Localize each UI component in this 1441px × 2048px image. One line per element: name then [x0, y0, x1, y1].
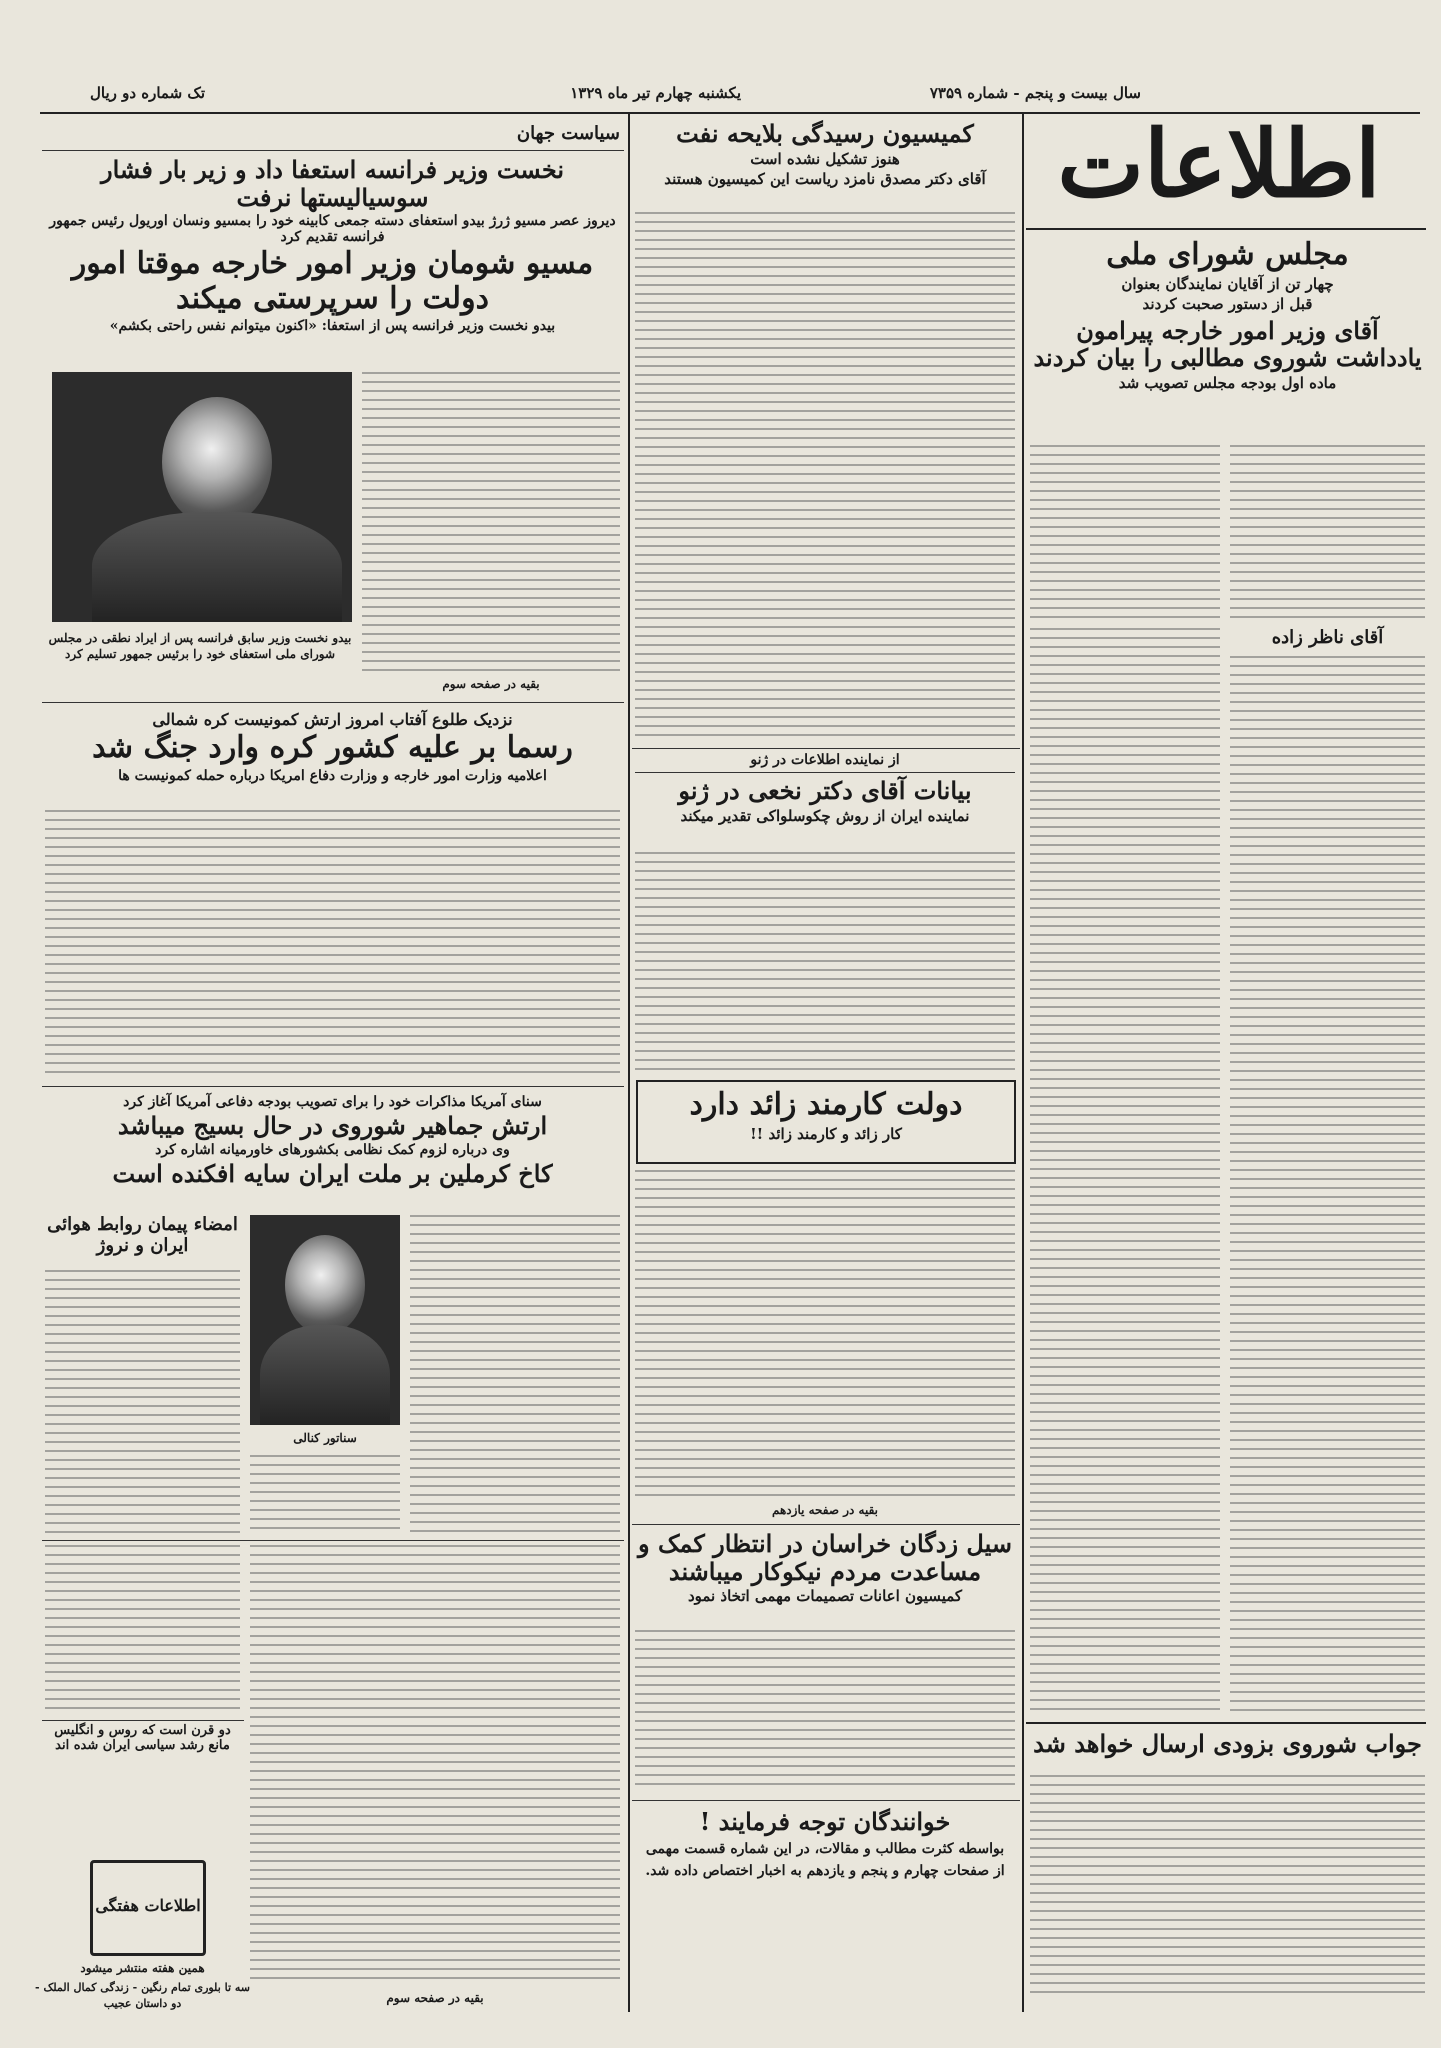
aviation-headline: امضاء پیمان روابط هوائی ایران و نروژ [47, 1214, 238, 1256]
korea-headline: رسما بر علیه کشور کره وارد جنگ شد [92, 730, 573, 765]
parliament-sub1: چهار تن از آقایان نمایندگان بعنوان [1121, 274, 1334, 293]
parliament-body-left [1030, 445, 1220, 620]
weekly-line2: سه تا بلوری تمام رنگین - زندگی کمال الملک - دو داستان عجیب [35, 1981, 250, 2010]
korea-kicker: نزدیک طلوع آفتاب امروز ارتش کمونیست کره شمالی [152, 710, 513, 729]
oil-sub: هنوز تشکیل نشده است [750, 149, 900, 168]
khorasan-article [635, 1530, 1015, 1607]
section-rule [632, 748, 1020, 749]
intl-column-title: سیاست جهان [516, 123, 620, 144]
uk-us-article [45, 1724, 240, 1754]
korea-sub: اعلامیه وزارت امور خارجه و وزارت دفاع امریکا درباره حمله کمونیست ها [118, 767, 547, 784]
connally-photo [250, 1215, 400, 1425]
geneva-rule [635, 772, 1015, 773]
connally-caption: سناتور کنالی [293, 1431, 357, 1445]
senate-body [410, 1215, 620, 1535]
speaker-section [1230, 628, 1425, 649]
geneva-sub: نماینده ایران از روش چکوسلواکی تقدیر میکند [680, 806, 970, 825]
soviet-reply-article [1030, 1730, 1425, 1758]
parliament-deck: ماده اول بودجه مجلس تصویب شد [1118, 373, 1337, 392]
oil-body [635, 212, 1015, 742]
geneva-article [635, 752, 1015, 827]
employees-sub: کار زائد و کارمند زائد !! [750, 1124, 902, 1143]
parliament-kicker: مجلس شورای ملی [1106, 237, 1349, 272]
parliament-body-left-2 [1030, 628, 1220, 1716]
khorasan-body [635, 1630, 1015, 1790]
portrait-body [260, 1325, 390, 1425]
aviation-article [45, 1215, 240, 1256]
readers-body: بواسطه کثرت مطالب و مقالات، در این شماره قسمت مهمی از صفحات چهارم و پنجم و یازدهم به اخبار اختصاص داده شد. [645, 1840, 1005, 1879]
geneva-body [635, 852, 1015, 1072]
masthead-logo: اطلاعات [1057, 110, 1381, 218]
weekly-logo-box [90, 1860, 206, 1956]
readers-headline: خوانندگان توجه فرمایند ! [699, 1807, 951, 1836]
uk-us-headline: دو قرن است که روس و انگلیس مانع رشد سیاسی ایران شده اند [54, 1723, 231, 1753]
parliament-body-right [1230, 445, 1425, 620]
geneva-header: از نماینده اطلاعات در ژنو [750, 752, 900, 768]
bidault-photo [52, 372, 352, 622]
senate-headline2: کاخ کرملین بر ملت ایران سایه افکنده است [112, 1158, 553, 1188]
parliament-article [1030, 238, 1425, 394]
parliament-headline: آقای وزیر امور خارجه پیرامون یادداشت شوروی مطالبی را بیان کردند [1033, 315, 1422, 373]
senate-headline: ارتش جماهیر شوروی در حال بسیج میباشد [117, 1111, 548, 1140]
speaker-heading: آقای ناظر زاده [1271, 627, 1384, 648]
parliament-body-right-2 [1230, 656, 1425, 1716]
geneva-headline: بیانات آقای دکتر نخعی در ژنو [678, 776, 972, 806]
khorasan-sub: کمیسیون اعانات تصمیمات مهمی اتخاذ نمود [687, 1587, 963, 1606]
khorasan-headline: سیل زدگان خراسان در انتظار کمک و مساعدت مردم نیکوکار میباشند [638, 1529, 1012, 1586]
bidault-caption: بیدو نخست وزیر سابق فرانسه پس از ایراد نطقی در مجلس شورای ملی استعفای خود را برئیس جمهور تسلیم کرد [48, 631, 352, 661]
france-continued: بقیه در صفحه سوم [442, 677, 540, 691]
parliament-sub2: قبل از دستور صحبت کردند [1142, 294, 1313, 313]
portrait-head [285, 1235, 365, 1335]
issue-number: سال بیست و پنجم - شماره ۷۳۵۹ [929, 84, 1141, 102]
section-rule [42, 150, 624, 151]
france-headline: نخست وزیر فرانسه استعفا داد و زیر بار فشار سوسیالیستها نرفت [101, 155, 564, 212]
masthead-rule [1026, 228, 1426, 230]
masthead [1009, 102, 1429, 227]
france-sub: دیروز عصر مسیو ژرژ بیدو استعفای دسته جمعی کابینه خود را بمسیو ونسان اوریول رئیس جمهور فرانسه تقدیم کرد [49, 213, 616, 246]
weekly-logo: اطلاعات هفتگی [95, 1896, 201, 1915]
weekly-line1: همین هفته منتشر میشود [80, 1961, 205, 1975]
france-body [362, 372, 620, 672]
france-article [45, 156, 620, 336]
france-headline2: مسیو شومان وزیر امور خارجه موقتا امور دولت را سرپرستی میکند [71, 246, 594, 316]
issue-price: تک شماره دو ریال [90, 84, 205, 102]
section-rule [42, 1086, 624, 1087]
soviet-reply-body [1030, 1775, 1425, 2000]
section-rule [632, 1524, 1020, 1525]
korea-article [45, 708, 620, 786]
section-rule [1026, 1722, 1426, 1724]
section-rule [42, 1720, 244, 1721]
column-rule [628, 112, 630, 2012]
section-rule [42, 702, 624, 703]
portrait-body [92, 512, 342, 622]
senate-sub: سنای آمریکا مذاکرات خود را برای تصویب بودجه دفاعی آمریکا آغاز کرد [123, 1094, 542, 1110]
senate-deck: وی درباره لزوم کمک نظامی بکشورهای خاورمیانه اشاره کرد [155, 1141, 510, 1158]
misc-body [45, 1545, 240, 1715]
oil-headline: کمیسیون رسیدگی بلایحه نفت [676, 119, 974, 148]
aviation-body [45, 1270, 240, 1535]
korea-body [45, 810, 620, 1080]
employees-headline-box [636, 1080, 1016, 1164]
us-senate-article [45, 1092, 620, 1187]
readers-notice [640, 1808, 1010, 1884]
section-rule [632, 1800, 1020, 1801]
oil-commission-article [635, 120, 1015, 190]
issue-date: یکشنبه چهارم تیر ماه ۱۳۲۹ [570, 84, 741, 102]
soviet-reply-headline: جواب شوروی بزودی ارسال خواهد شد [1033, 1729, 1422, 1758]
senate-body-3 [250, 1545, 620, 1985]
column-rule [1022, 112, 1024, 2012]
section-rule [42, 1540, 624, 1541]
employees-headline: دولت کارمند زائد دارد [689, 1087, 963, 1122]
employees-continued: بقیه در صفحه یازدهم [771, 1503, 879, 1517]
portrait-head [162, 397, 272, 527]
senate-continued: بقیه در صفحه سوم [386, 1991, 484, 2005]
france-quote: بیدو نخست وزیر فرانسه پس از استعفا: «اکنون میتوانم نفس راحتی بکشم» [109, 318, 556, 335]
oil-deck: آقای دکتر مصدق نامزد ریاست این کمیسیون هستند [664, 169, 986, 188]
intl-section [45, 124, 620, 145]
employees-body [635, 1170, 1015, 1500]
senate-body-2 [250, 1455, 400, 1535]
